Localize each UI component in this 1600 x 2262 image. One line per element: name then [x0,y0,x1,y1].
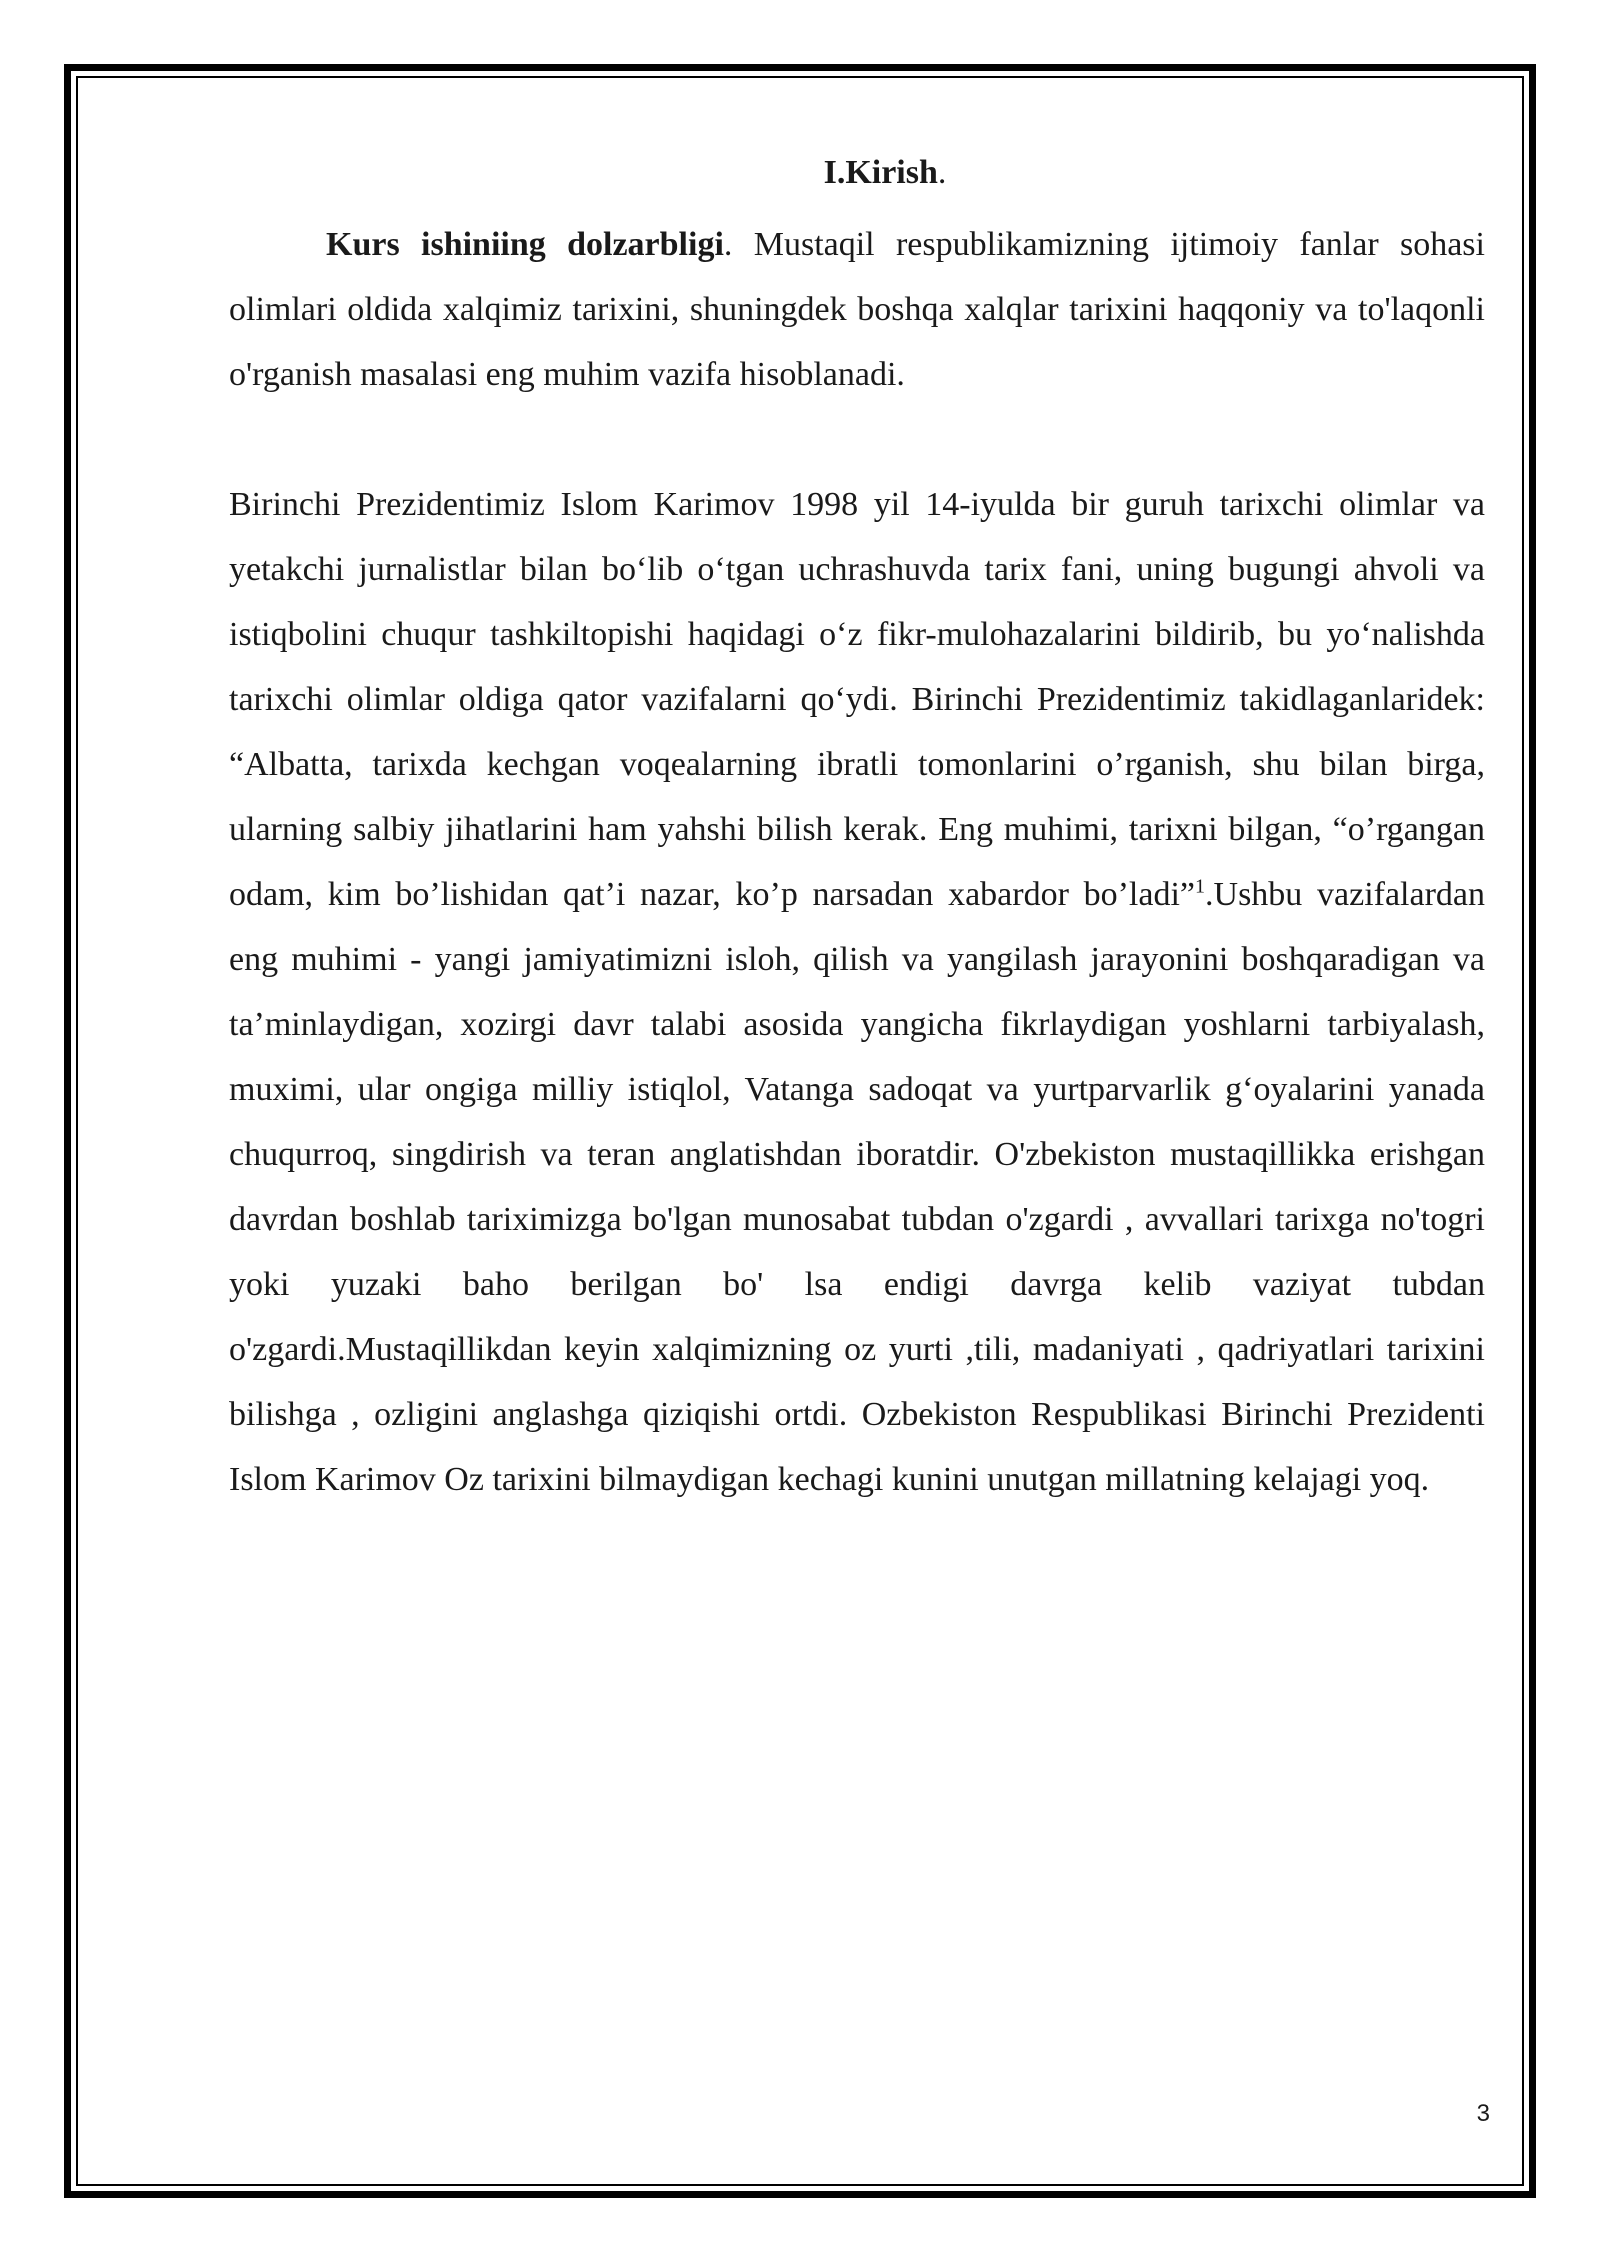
paragraph-lead: Kurs ishiniing dolzarbligi [326,226,724,263]
paragraph-text-before-footnote: Birinchi Prezidentimiz Islom Karimov 1998 yil 14-iyulda bir guruh tarixchi olimlar va yetakchi jurnalistlar bilan bo‘lib o‘tgan uchrashuvda tarix fani, uning bugungi ahvoli va istiqbolini chuqur tashkiltopishi haqidagi o‘z fikr-mulohazalarini bildirib, bu yo‘nalishda tarixchi olimlar oldiga qator vazifalarni qo‘ydi. Birinchi Prezidentimiz takidlaganlaridek: “Albatta, tarixda kechgan voqealarning ibratli tomonlarini o’rganish, shu bilan birga, ularning salbiy jihatlarini ham yahshi bilish kerak. Eng muhimi, tarixni bilgan, “o’rgangan odam, kim bo’lishidan qat’i nazar, ko’p narsadan xabardor bo’ladi” [229,486,1485,913]
section-title-dot: . [937,154,947,191]
paragraph-text-after-footnote: .Ushbu vazifalardan eng muhimi - yangi jamiyatimizni isloh, qilish va yangilash jarayonini boshqaradigan va ta’minlaydigan, xozirgi davr talabi asosida yangicha fikrlaydigan yoshlarni tarbiyalash, muximi, ular ongiga milliy istiqlol, Vatanga sadoqat va yurtparvarlik g‘oyalarini yanada chuqurroq, singdirish va teran anglatishdan iboratdir. O'zbekiston mustaqillikka erishgan davrdan boshlab tariximizga bo'lgan munosabat tubdan o'zgardi , avvallari tarixga no'togri yoki yuzaki baho berilgan bo' lsa endigi davrga kelib vaziyat tubdan o'zgardi.Mustaqillikdan keyin xalqimizning oz yurti ,tili, madaniyati , qadriyatlari tarixini bilishga , ozligini anglashga qiziqishi ortdi. Ozbekiston Respublikasi Birinchi Prezidenti Islom Karimov Oz tarixini bilmaydigan kechagi kunini unutgan millatning kelajagi yoq. [229,876,1486,1498]
footnote-marker[interactable]: 1 [1195,875,1206,898]
section-title-text: I.Kirish [823,154,938,191]
document-body [229,148,1485,1512]
paragraph-text: . Mustaqil respublikamizning ijtimoiy fanlar sohasi olimlari oldida xalqimiz tarixini, shuningdek boshqa xalqlar tarixini haqqoniy va to'laqonli o'rganish masalasi eng muhim vazifa hisoblanadi. [229,226,1485,393]
page-number: 3 [1476,2100,1490,2127]
section-title [229,148,1485,198]
paragraph-main [229,472,1485,1512]
paragraph-relevance [229,212,1485,407]
